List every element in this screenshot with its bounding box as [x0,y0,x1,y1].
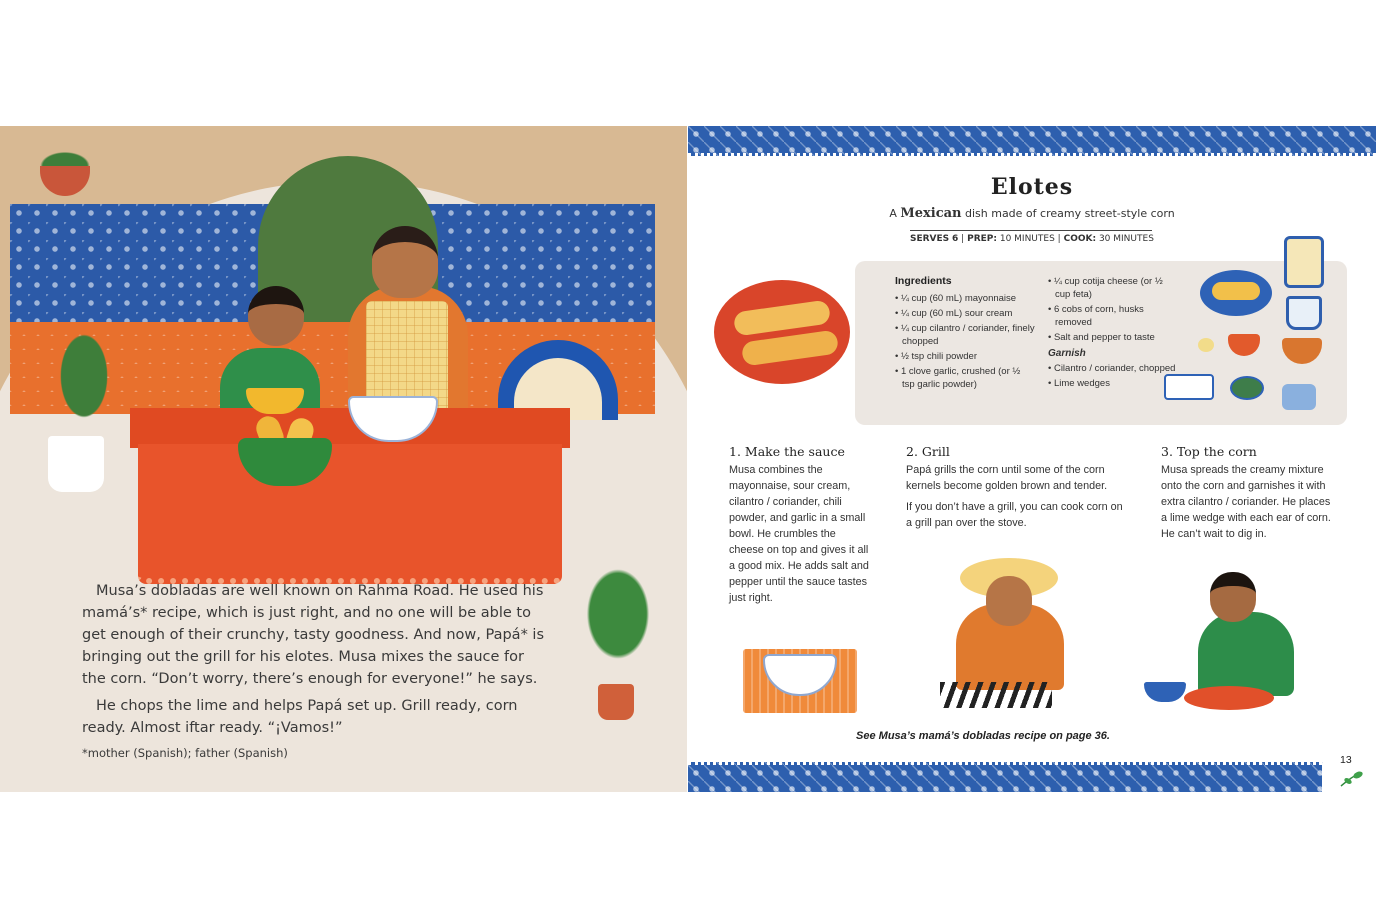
step-1-title: 1. Make the sauce [729,444,845,459]
meta-separator: | [961,234,965,244]
garlic-icon [1198,338,1214,352]
corn-plate [1184,686,1274,710]
meta-separator: | [1057,234,1061,244]
step-paragraph: Musa spreads the creamy mixture onto the corn and garnishes it with extra cilantro / coriander. He places a lime wedge with each ear of corn. He can’t wait to dig in. [1161,464,1331,540]
left-page [0,126,687,792]
book-spread [0,126,1376,792]
lime-bowl-icon [1230,376,1264,400]
ingredients-list [1048,275,1178,392]
ingredient-item: • 1 clove garlic, crushed (or ½ tsp garlic powder) [895,366,1021,390]
hanging-plant-pot [40,166,90,196]
step-2-title: 2. Grill [906,444,950,459]
serves-value: 6 [952,234,959,244]
flower-plant [44,306,124,446]
subtitle-suffix: dish made of creamy street-style corn [964,207,1175,220]
recipe-title: Elotes [990,174,1074,200]
salt-pepper-shakers-icon [1282,384,1316,410]
step-paragraph: If you don’t have a grill, you can cook corn on a grill pan over the stove. [906,501,1123,529]
cook-value: 30 MINUTES [1098,234,1154,244]
garnish-item: • Lime wedges [1048,378,1110,389]
ingredient-item: • ¼ cup cotija cheese (or ½ cup feta) [1048,276,1163,300]
ingredient-item: • ¼ cup (60 mL) sour cream [895,308,1013,319]
terracotta-pot [598,684,634,720]
ingredient-item: • ¼ cup cilantro / coriander, finely chopped [895,323,1035,347]
step-2-body [906,462,1128,536]
ingredients-heading: Ingredients [895,275,952,287]
recipe-subtitle [688,206,1376,221]
tile-border-bottom [688,762,1376,792]
garnish-item: • Cilantro / coriander, chopped [1048,363,1176,374]
story-text [82,580,552,744]
blue-bowl [1144,682,1186,702]
cook-label: COOK: [1063,234,1097,244]
musa-topping-figure [1198,612,1294,696]
story-paragraph: He chops the lime and helps Papá set up. Grill ready, corn ready. Almost iftar ready. “¡Vamos!” [82,698,518,736]
grill-rack [940,682,1052,708]
footnote: *mother (Spanish); father (Spanish) [82,746,288,760]
subtitle-highlight: Mexican [900,206,962,221]
cheese-icon [1164,374,1214,400]
corn-plate-icon [1200,270,1272,316]
papa-head [986,576,1032,626]
cross-reference: See Musa’s mamá’s dobladas recipe on page 36. [856,730,1110,742]
tile-border-top [688,126,1376,156]
ingredient-item: • ½ tsp chili powder [895,351,978,362]
prep-value: 10 MINUTES [999,234,1055,244]
serves-label: SERVES [910,234,950,244]
page-number: 13 [1340,754,1352,766]
story-paragraph: Musa’s dobladas are well known on Rahma Road. He used his mamá’s* recipe, which is just right, and no one will be able to get enough of their crunchy, tasty goodness. And now, Papá* is bringing out the grill for his elotes. Musa mixes the sauce for the corn. “Don’t worry, there’s enough for everyone!” he says. [82,583,545,687]
red-tablecloth [138,444,562,584]
ingredient-item: • ¼ cup (60 mL) mayonnaise [895,293,1017,304]
sprout-icon [1338,770,1364,788]
palm-plant [568,566,668,686]
recipe-meta [910,230,1152,244]
ingredients-list [895,292,1035,393]
white-plant-pot [48,436,104,492]
papa-head [372,226,438,298]
musa-head [1210,572,1256,622]
ingredient-item: • Salt and pepper to taste [1048,332,1155,343]
prep-label: PREP: [967,234,997,244]
mayonnaise-jar-icon [1284,236,1324,288]
sour-cream-cup-icon [1286,296,1322,330]
musa-head [248,286,304,346]
right-page [688,126,1376,792]
ingredient-item: • 6 cobs of corn, husks removed [1048,304,1144,328]
step-3-title: 3. Top the corn [1161,444,1257,459]
step-3-body [1161,462,1339,547]
garnish-heading: Garnish [1048,348,1086,359]
step-paragraph: Musa combines the mayonnaise, sour cream, cilantro / coriander, chili powder, and garlic in a small bowl. He crumbles the cheese on top and gives it all a good mix. He adds salt and pepper until the sauce tastes just right. [729,464,869,604]
step-1-body [729,462,871,611]
step-paragraph: Papá grills the corn until some of the corn kernels become golden brown and tender. [906,464,1108,492]
subtitle-prefix: A [889,207,897,220]
